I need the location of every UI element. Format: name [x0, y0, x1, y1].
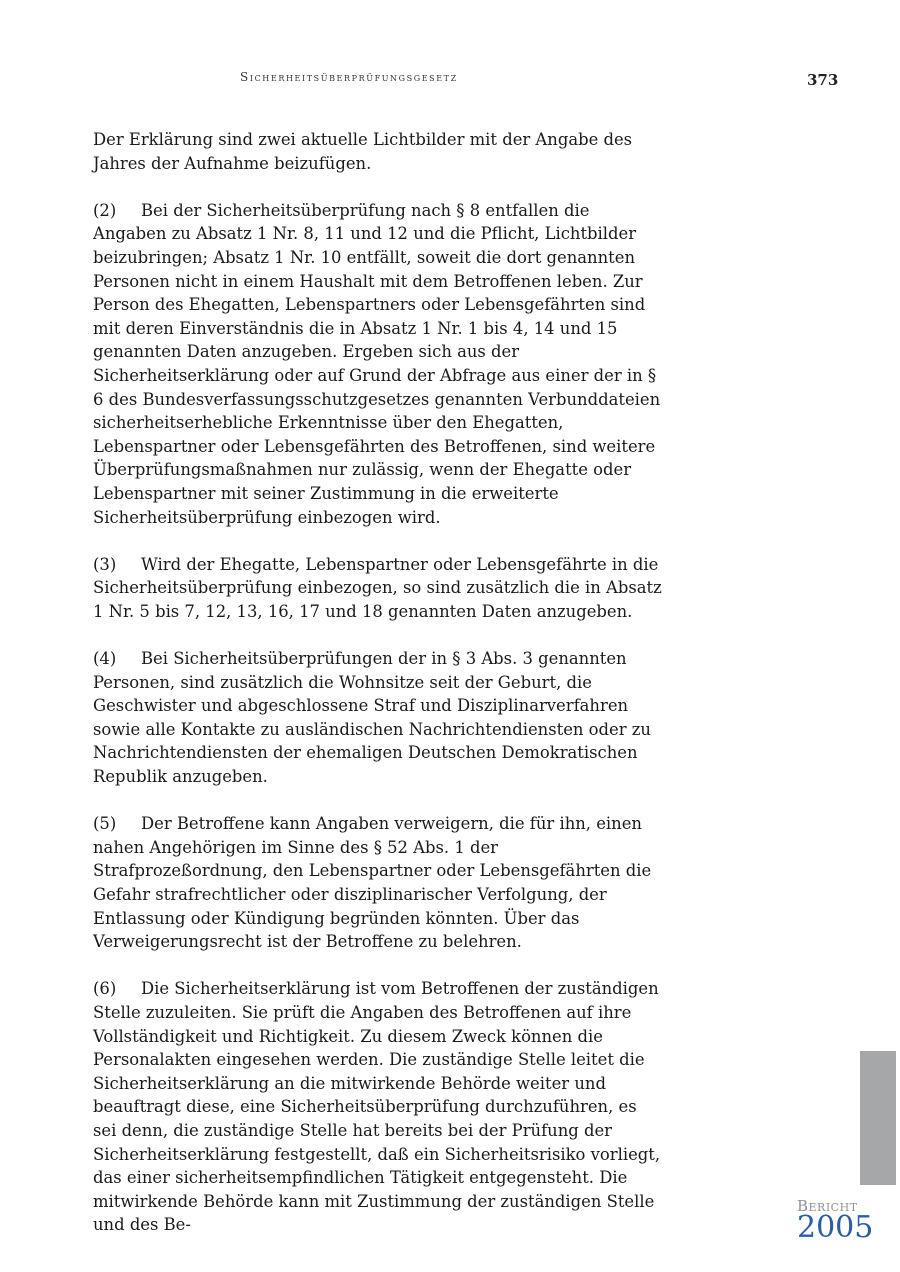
paragraph-number: (2) [93, 200, 117, 220]
paragraph-text: Der Betroffene kann Angaben verweigern, die für ihn, einen nahen Angehörigen im Sinne des § 52 Abs. 1 der Strafprozeßordnung, den Lebenspartner oder Lebensgefährten die Gefahr strafrechtlicher oder disziplinarischer Verfolgung, der Entlassung oder Kündigung begründen könnten. Über das Verweigerungsrecht ist der Betroffene zu belehren. [93, 814, 652, 952]
logo-word: Bericht [797, 1197, 858, 1215]
paragraph-number: (5) [93, 814, 117, 834]
paragraph-number: (3) [93, 554, 117, 574]
chapter-tab-marker [860, 1051, 896, 1185]
document-body [93, 128, 665, 1261]
paragraph-text: Die Sicherheitserklärung ist vom Betroffenen der zuständigen Stelle zuzuleiten. Sie prüft die Angaben des Betroffenen auf ihre Vollständigkeit und Richtigkeit. Zu diesem Zweck können die Personalakten eingesehen werden. Die zuständige Stelle leitet die Sicherheitserklärung an die mitwirkende Behörde weiter und beauftragt diese, eine Sicherheitsüberprüfung durchzuführen, es sei denn, die zuständige Stelle hat bereits bei der Prüfung der Sicherheitserklärung festgestellt, daß ein Sicherheitsrisiko vorliegt, das einer sicherheitsempfindlichen Tätigkeit entgegensteht. Die mitwirkende Behörde kann mit Zustimmung der zuständigen Stelle und des Be- [93, 979, 661, 1235]
bericht-2005-logo [797, 1198, 877, 1243]
paragraph-intro [93, 128, 665, 175]
paragraph-6 [93, 977, 665, 1237]
running-title: Sicherheitsüberprüfungsgesetz [240, 70, 458, 84]
page-number: 373 [807, 71, 839, 89]
logo-year: 2005 [797, 1210, 874, 1245]
paragraph-text: Bei der Sicherheitsüberprüfung nach § 8 entfallen die Angaben zu Absatz 1 Nr. 8, 11 und 12 und die Pflicht, Lichtbilder beizubringen; Absatz 1 Nr. 10 entfällt, soweit die dort genannten Personen nicht in einem Haushalt mit dem Betroffenen leben. Zur Person des Ehegatten, Lebenspartners oder Lebensgefährten sind mit deren Einverständnis die in Absatz 1 Nr. 1 bis 4, 14 und 15 genannten Daten anzugeben. Ergeben sich aus der Sicherheitserklärung oder auf Grund der Abfrage aus einer der in § 6 des Bundesverfassungsschutzgesetzes genannten Verbunddateien sicherheitserhebliche Erkenntnisse über den Ehegatten, Lebenspartner oder Lebensgefährten des Betroffenen, sind weitere Überprüfungsmaßnahmen nur zulässig, wenn der Ehegatte oder Lebenspartner mit seiner Zustimmung in die erweiterte Sicherheitsüberprüfung einbezogen wird. [93, 200, 661, 527]
paragraph-number: (6) [93, 979, 117, 999]
paragraph-text: Bei Sicherheitsüberprüfungen der in § 3 Abs. 3 genannten Personen, sind zusätzlich die Wohnsitze seit der Geburt, die Geschwister und abgeschlossene Straf und Disziplinarverfahren sowie alle Kontakte zu ausländischen Nachrichtendiensten oder zu Nachrichtendiensten der ehemaligen Deutschen Demokratischen Republik anzugeben. [93, 649, 651, 787]
paragraph-2 [93, 199, 665, 529]
paragraph-number: (4) [93, 649, 117, 669]
paragraph-3 [93, 553, 665, 624]
paragraph-text: Wird der Ehegatte, Lebenspartner oder Lebensgefährte in die Sicherheitsüberprüfung einbezogen, so sind zusätzlich die in Absatz 1 Nr. 5 bis 7, 12, 13, 16, 17 und 18 genannten Daten anzugeben. [93, 554, 662, 621]
paragraph-5 [93, 812, 665, 954]
paragraph-4 [93, 647, 665, 789]
paragraph-text: Der Erklärung sind zwei aktuelle Lichtbilder mit der Angabe des Jahres der Aufnahme beizufügen. [93, 130, 633, 173]
